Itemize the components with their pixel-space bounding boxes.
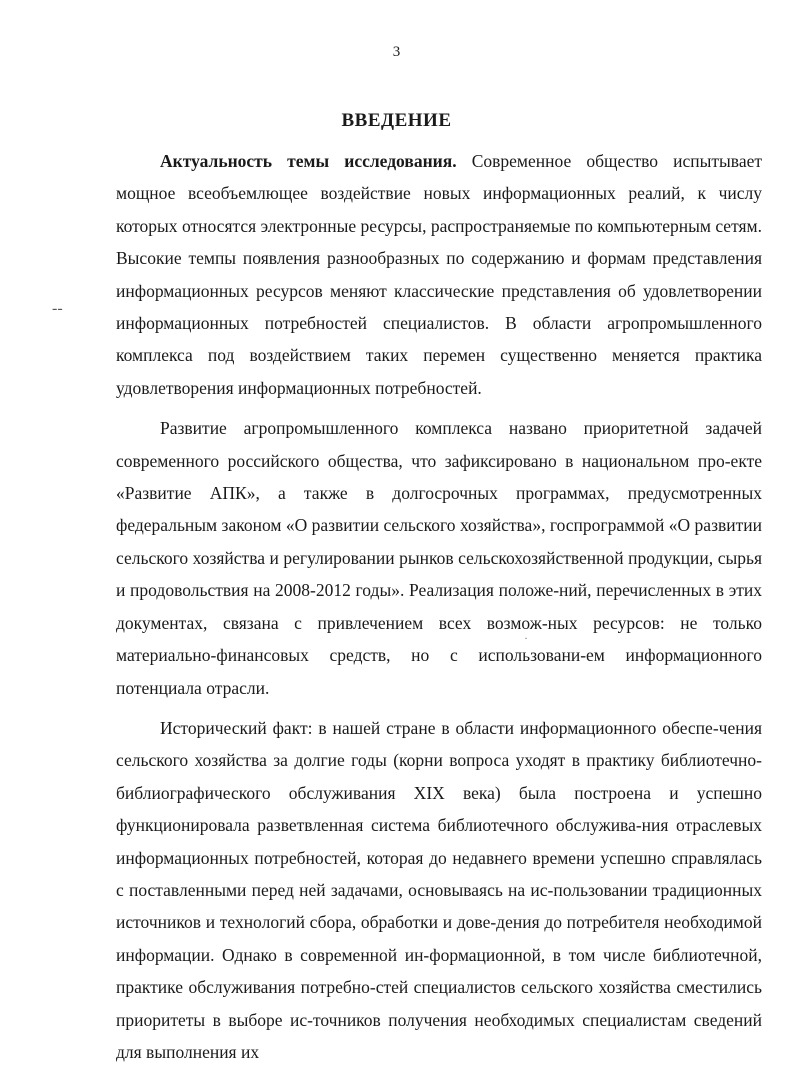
- stray-mark: ·: [524, 631, 528, 645]
- body-text: [116, 145, 762, 1076]
- paragraph-development: Развитие агропромышленного комплекса названо приоритетной задачей современного российского общества, что зафиксировано в национальном про-екте «Развитие АПК», а также в долгосрочных программах, предусмотренных федеральным законом «О развитии сельского хозяйства», госпрограммой «О развитии сельского хозяйства и регулировании рынков сельскохозяйственной продукции, сырья и продовольствия на 2008-2012 годы». Реализация положе-ний, перечисленных в этих документах, связана с привлечением всех возмож-ных ресурсов: не только материально-финансовых средств, но с использовани-ем информационного потенциала отрасли.: [116, 418, 762, 698]
- page-title: ВВЕДЕНИЕ: [341, 110, 452, 131]
- paragraph-text: Современное общество испытывает мощное всеобъемлющее воздействие новых информационных реалий, к числу которых относятся электронные ресурсы, распространяемые по компьютерным сетям. Высокие темпы появления разнообразных по содержанию и формам представления информационных ресурсов меняют классические представления об удовлетворении информационных потребностей специалистов. В области агропромышленного комплекса под воздействием таких перемен существенно меняется практика удовлетворения информационных потребностей.: [116, 151, 763, 398]
- page-number: 3: [392, 44, 401, 60]
- paragraph-history: Исторический факт: в нашей стране в области информационного обеспе-чения сельского хозяйства за долгие годы (корни вопроса уходят в практику библиотечно-библиографического обслуживания XIX века) была построена и успешно функционировала разветвленная система библиотечного обслужива-ния отраслевых информационных потребностей, которая до недавнего времени успешно справлялась с поставленными перед ней задачами, основываясь на ис-пользовании традиционных источников и технологий сбора, обработки и дове-дения до потребителя необходимой информации. Однако в современной ин-формационной, в том числе библиотечной, практике обслуживания потребно-стей специалистов сельского хозяйства сместились приоритеты в выборе ис-точников получения необходимых специалистам сведений для выполнения их: [116, 717, 762, 1062]
- margin-mark: ‑‑: [52, 300, 63, 317]
- paragraph-lead: Актуальность темы исследования.: [160, 151, 457, 171]
- paragraph-relevance: [116, 145, 762, 404]
